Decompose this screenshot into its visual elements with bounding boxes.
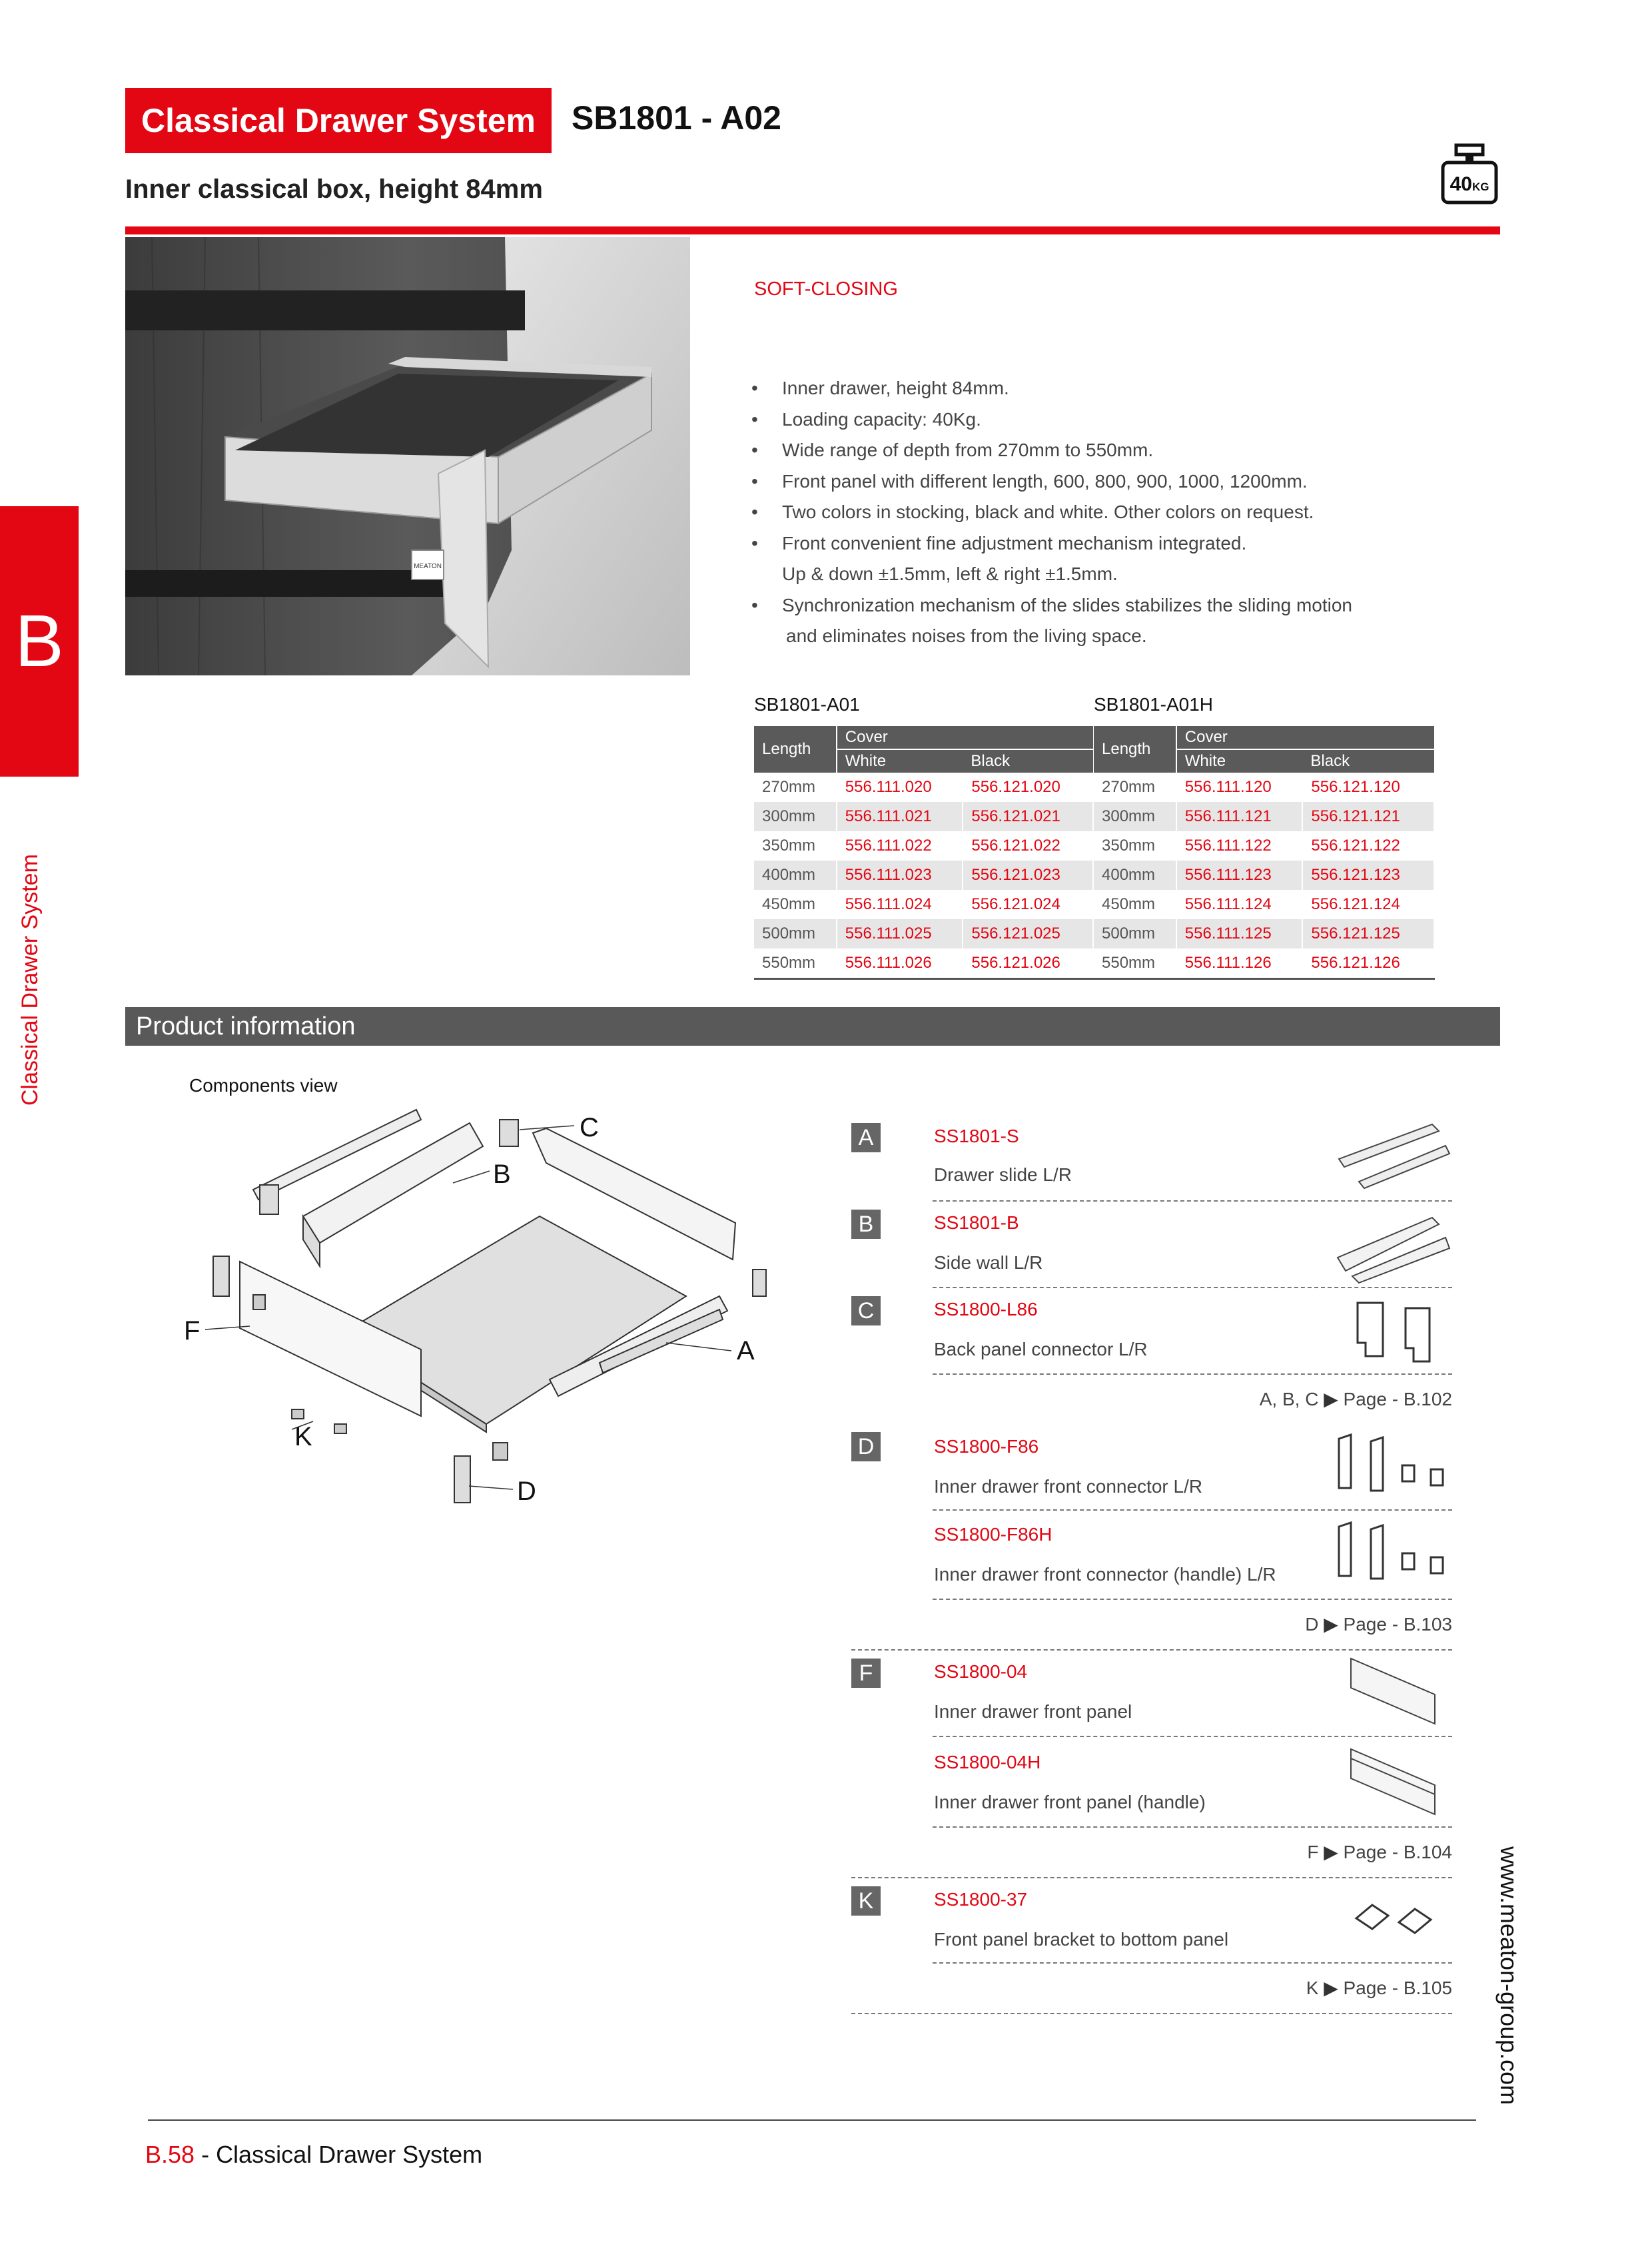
divider: [933, 1599, 1452, 1600]
table-row: [1094, 919, 1434, 948]
cell-length: 400mm: [1094, 861, 1176, 890]
table-row: [1094, 831, 1434, 861]
component-code-d2: SS1800-F86H: [934, 1524, 1052, 1545]
table-row: [754, 831, 1093, 861]
cell-white: 556.111.124: [1176, 890, 1303, 919]
cell-length: 300mm: [754, 802, 837, 831]
cell-length: 350mm: [754, 831, 837, 861]
photo-logo: MEATON: [414, 563, 442, 570]
page-number: B.58: [145, 2141, 195, 2168]
page-reference-k: [1066, 1977, 1452, 1999]
component-name-a: Drawer slide L/R: [934, 1164, 1072, 1185]
cell-white: 556.111.020: [837, 773, 963, 802]
cell-white: 556.111.021: [837, 802, 963, 831]
cell-black: 556.121.020: [963, 773, 1093, 802]
cell-white: 556.111.123: [1176, 861, 1303, 890]
component-letter-k: K: [851, 1886, 881, 1916]
table-row: [754, 773, 1093, 802]
table-header-cover: Cover: [837, 726, 1093, 749]
front-panel-handle-icon: [1348, 1745, 1442, 1818]
table-header-length: Length: [1094, 726, 1176, 773]
component-code-f2: SS1800-04H: [934, 1752, 1041, 1772]
feature-item: • Loading capacity: 40Kg.: [751, 404, 1431, 436]
spec-table-a01h: [1094, 726, 1435, 980]
component-code-d: SS1800-F86: [934, 1436, 1039, 1457]
cell-white: 556.111.125: [1176, 919, 1303, 948]
cell-black: 556.121.120: [1302, 773, 1434, 802]
diagram-label-f: F: [184, 1316, 201, 1345]
back-panel-connector-icon: [1352, 1299, 1439, 1365]
components-view-label: Components view: [189, 1075, 338, 1096]
component-name-b: Side wall L/R: [934, 1252, 1043, 1273]
website-url: www.meaton-group.com: [1495, 1846, 1523, 2105]
triangle-arrow-icon: ▶: [1324, 1389, 1338, 1409]
cell-black: 556.121.122: [1302, 831, 1434, 861]
soft-closing-label: SOFT-CLOSING: [754, 278, 898, 300]
component-code-k: SS1800-37: [934, 1889, 1028, 1910]
cell-white: 556.111.121: [1176, 802, 1303, 831]
product-subtitle: Inner classical box, height 84mm: [125, 175, 543, 204]
table-row: [1094, 802, 1434, 831]
section-divider: [851, 2013, 1452, 2014]
page-ref-letters: K: [1306, 1978, 1319, 1998]
feature-item: Up & down ±1.5mm, left & right ±1.5mm.: [782, 563, 1118, 584]
spec-table-a01: [754, 726, 1094, 980]
cell-black: 556.121.026: [963, 948, 1093, 979]
table-header-black: Black: [1302, 749, 1434, 773]
divider: [933, 1826, 1452, 1828]
component-name-c: Back panel connector L/R: [934, 1339, 1148, 1359]
cell-black: 556.121.124: [1302, 890, 1434, 919]
product-photo: [125, 237, 690, 675]
cell-black: 556.121.123: [1302, 861, 1434, 890]
divider: [933, 1373, 1452, 1375]
divider: [933, 1962, 1452, 1964]
component-name-f2: Inner drawer front panel (handle): [934, 1792, 1206, 1812]
header-divider: [125, 226, 1500, 234]
component-letter-f: F: [851, 1659, 881, 1688]
page-ref-letters: D: [1305, 1614, 1319, 1635]
cell-length: 270mm: [754, 773, 837, 802]
component-name-d2: Inner drawer front connector (handle) L/R: [934, 1564, 1276, 1585]
feature-item: • Wide range of depth from 270mm to 550mm.: [751, 435, 1431, 466]
component-letter-d: D: [851, 1432, 881, 1461]
front-connector-icon: [1332, 1432, 1452, 1499]
product-information-bar: Product information: [125, 1007, 1500, 1046]
bracket-icon: [1352, 1898, 1439, 1945]
divider: [933, 1736, 1452, 1737]
component-name-d: Inner drawer front connector L/R: [934, 1476, 1203, 1497]
cell-black: 556.121.022: [963, 831, 1093, 861]
triangle-arrow-icon: ▶: [1324, 1614, 1338, 1635]
cell-white: 556.111.120: [1176, 773, 1303, 802]
diagram-label-d: D: [517, 1477, 536, 1506]
table-row: [1094, 773, 1434, 802]
cell-length: 500mm: [754, 919, 837, 948]
cell-length: 550mm: [754, 948, 837, 979]
table-row: [754, 802, 1093, 831]
page-ref-letters: A, B, C: [1259, 1389, 1319, 1409]
feature-item: and eliminates noises from the living space.: [786, 625, 1147, 646]
exploded-diagram: [184, 1113, 799, 1543]
component-letter-c: C: [851, 1296, 881, 1325]
chapter-vertical-label: Classical Drawer System: [17, 854, 43, 1106]
table-label-a01h: SB1801-A01H: [1094, 694, 1214, 715]
divider: [933, 1509, 1452, 1511]
footer-separator: -: [195, 2141, 216, 2168]
front-panel-icon: [1348, 1655, 1442, 1728]
cell-black: 556.121.024: [963, 890, 1093, 919]
feature-item: • Front panel with different length, 600, 800, 900, 1000, 1200mm.: [751, 466, 1431, 498]
drawer-slide-icon: [1332, 1119, 1452, 1190]
table-header-cover: Cover: [1176, 726, 1434, 749]
feature-item: • Synchronization mechanism of the slides stabilizes the sliding motion: [751, 590, 1431, 621]
cell-length: 400mm: [754, 861, 837, 890]
table-label-a01: SB1801-A01: [754, 694, 860, 715]
table-header-white: White: [1176, 749, 1303, 773]
triangle-arrow-icon: ▶: [1324, 1978, 1338, 1998]
section-divider: [851, 1877, 1452, 1878]
table-row: [754, 948, 1093, 979]
diagram-label-b: B: [493, 1160, 511, 1189]
table-row: [754, 919, 1093, 948]
cell-white: 556.111.025: [837, 919, 963, 948]
footer-divider: [148, 2119, 1476, 2121]
divider: [933, 1287, 1452, 1288]
page-reference-f: [1066, 1841, 1452, 1863]
cell-white: 556.111.126: [1176, 948, 1303, 979]
component-name-k: Front panel bracket to bottom panel: [934, 1929, 1229, 1950]
cell-black: 556.121.025: [963, 919, 1093, 948]
feature-list: [751, 373, 1431, 652]
cell-black: 556.121.021: [963, 802, 1093, 831]
cell-black: 556.121.125: [1302, 919, 1434, 948]
feature-item: • Front convenient fine adjustment mechanism integrated.: [751, 528, 1431, 560]
cell-length: 270mm: [1094, 773, 1176, 802]
cell-length: 450mm: [754, 890, 837, 919]
cell-black: 556.121.126: [1302, 948, 1434, 979]
side-wall-icon: [1332, 1211, 1452, 1283]
product-code-title: SB1801 - A02: [572, 99, 781, 137]
diagram-label-c: C: [580, 1113, 599, 1142]
cell-length: 350mm: [1094, 831, 1176, 861]
weight-unit: KG: [1471, 181, 1489, 193]
weight-value: 40: [1449, 173, 1472, 195]
page-ref-page: Page - B.103: [1343, 1614, 1452, 1635]
front-connector-handle-icon: [1332, 1520, 1452, 1587]
table-row: [754, 861, 1093, 890]
page-ref-page: Page - B.104: [1343, 1842, 1452, 1862]
page-reference-d: [1066, 1613, 1452, 1635]
table-row: [1094, 861, 1434, 890]
feature-item: • Two colors in stocking, black and white. Other colors on request.: [751, 497, 1431, 528]
cell-white: 556.111.122: [1176, 831, 1303, 861]
cell-length: 550mm: [1094, 948, 1176, 979]
cell-length: 300mm: [1094, 802, 1176, 831]
component-code-f: SS1800-04: [934, 1661, 1028, 1682]
cell-white: 556.111.023: [837, 861, 963, 890]
table-row: [1094, 890, 1434, 919]
footer-section: Classical Drawer System: [216, 2141, 483, 2168]
section-title: Classical Drawer System: [125, 88, 552, 153]
cell-length: 500mm: [1094, 919, 1176, 948]
table-row: [1094, 948, 1434, 979]
cell-white: 556.111.022: [837, 831, 963, 861]
component-letter-a: A: [851, 1123, 881, 1152]
cell-length: 450mm: [1094, 890, 1176, 919]
component-code-b: SS1801-B: [934, 1212, 1019, 1233]
component-code-a: SS1801-S: [934, 1126, 1019, 1146]
page-footer: [145, 2141, 482, 2169]
page-ref-page: Page - B.102: [1343, 1389, 1452, 1409]
page-reference-abc: [1066, 1388, 1452, 1410]
divider: [933, 1200, 1452, 1202]
page-ref-page: Page - B.105: [1343, 1978, 1452, 1998]
feature-item: • Inner drawer, height 84mm.: [751, 373, 1431, 404]
page-ref-letters: F: [1307, 1842, 1319, 1862]
diagram-label-a: A: [737, 1336, 755, 1365]
cell-black: 556.121.023: [963, 861, 1093, 890]
component-code-c: SS1800-L86: [934, 1299, 1038, 1319]
cell-white: 556.111.026: [837, 948, 963, 979]
component-name-f: Inner drawer front panel: [934, 1701, 1132, 1722]
chapter-tab: B: [0, 506, 79, 777]
section-divider: [851, 1649, 1452, 1651]
triangle-arrow-icon: ▶: [1324, 1842, 1338, 1862]
weight-icon: [1440, 144, 1499, 205]
table-row: [754, 890, 1093, 919]
table-header-black: Black: [963, 749, 1093, 773]
cell-black: 556.121.121: [1302, 802, 1434, 831]
component-letter-b: B: [851, 1210, 881, 1239]
diagram-label-k: K: [294, 1422, 312, 1451]
cell-white: 556.111.024: [837, 890, 963, 919]
table-header-white: White: [837, 749, 963, 773]
table-header-length: Length: [754, 726, 837, 773]
